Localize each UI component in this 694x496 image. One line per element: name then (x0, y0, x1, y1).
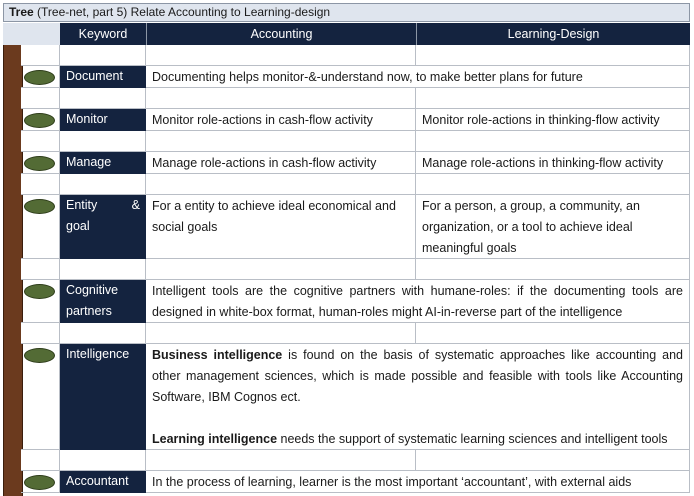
table-row-monitor (3, 109, 690, 131)
spacer-cell (21, 88, 60, 109)
business-intelligence-term: Business intelligence (152, 348, 283, 362)
spacer-cell (146, 131, 416, 152)
table-row-manage (3, 152, 690, 174)
spacer-cell (21, 45, 60, 66)
keyword-intelligence: Intelligence (60, 344, 146, 450)
intelligence-description (146, 344, 690, 450)
spacer-cell (21, 323, 60, 344)
keyword-manage: Manage (60, 152, 146, 174)
keyword-partners: partners (66, 304, 112, 318)
accountant-description: In the process of learning, learner is the most important ‘accountant’, with external aids (146, 471, 690, 493)
spacer-cell (60, 174, 146, 195)
leaf-cell (21, 66, 60, 88)
entity-goal-learning-design: For a person, a group, a community, an organization, or a tool to achieve ideal meaningful goals (416, 195, 690, 259)
leaf-cell (21, 344, 60, 450)
leaf-icon (24, 475, 55, 490)
spacer-cell (146, 88, 416, 109)
learning-intelligence-text: needs the support of systematic learning sciences and intelligent tools (277, 432, 668, 446)
monitor-learning-design: Monitor role-actions in thinking-flow activity (416, 109, 690, 131)
spacer-row (3, 323, 690, 344)
keyword-cognitive-partners (60, 280, 146, 323)
entity-goal-accounting: For a entity to achieve ideal economical and social goals (146, 195, 416, 259)
spacer-cell (146, 45, 416, 66)
business-intelligence-text: is found on the basis of systematic approaches like accounting and other management sciences, which is made possible and feasible with tools like Accounting Software, IBM Cognos ect. (152, 348, 683, 404)
table-row-accountant (3, 471, 690, 493)
spacer-cell (60, 323, 146, 344)
spacer-row (3, 450, 690, 471)
header-leaf-spacer (21, 23, 60, 45)
document-description: Documenting helps monitor-&-understand now, to make better plans for future (146, 66, 690, 88)
leaf-cell (21, 280, 60, 323)
learning-intelligence-paragraph (152, 429, 683, 450)
leaf-icon (24, 156, 55, 171)
keyword-accountant: Accountant (60, 471, 146, 493)
spacer-cell (60, 88, 146, 109)
spacer-cell (416, 259, 690, 280)
keyword-goal: goal (66, 219, 90, 233)
table-row-cognitive-partners (3, 280, 690, 323)
table-row-entity-goal (3, 195, 690, 259)
monitor-accounting: Monitor role-actions in cash-flow activity (146, 109, 416, 131)
header-learning-design: Learning-Design (416, 23, 690, 45)
spacer-cell (416, 323, 690, 344)
page-title (3, 3, 690, 22)
keyword-line (66, 195, 140, 216)
keyword-entity: Entity (66, 198, 98, 212)
leaf-cell (21, 471, 60, 493)
leaf-icon (24, 284, 55, 299)
keyword-ampersand: & (131, 198, 140, 212)
keyword-monitor: Monitor (60, 109, 146, 131)
spacer-cell (60, 259, 146, 280)
spacer-cell (416, 131, 690, 152)
manage-learning-design: Manage role-actions in thinking-flow activity (416, 152, 690, 174)
spacer-row (3, 259, 690, 280)
spacer-row (3, 174, 690, 195)
manage-accounting: Manage role-actions in cash-flow activity (146, 152, 416, 174)
title-bold: Tree (9, 5, 34, 19)
leaf-icon (24, 199, 55, 214)
leaf-icon (24, 113, 55, 128)
header-accounting: Accounting (146, 23, 416, 45)
spacer-cell (146, 323, 416, 344)
spacer-cell (146, 450, 416, 471)
spacer-cell (60, 45, 146, 66)
spacer-cell (416, 174, 690, 195)
leaf-icon (24, 70, 55, 85)
spacer-row (3, 88, 690, 109)
table-header (3, 23, 690, 45)
leaf-cell (21, 195, 60, 259)
keyword-document: Document (60, 66, 146, 88)
keyword-cognitive: Cognitive (66, 283, 119, 297)
spacer-cell (21, 450, 60, 471)
title-rest: (Tree-net, part 5) Relate Accounting to Learning-design (33, 5, 331, 19)
spacer-row (3, 45, 690, 66)
keyword-entity-goal (60, 195, 146, 259)
header-trunk-spacer (3, 23, 21, 45)
spacer-cell (21, 174, 60, 195)
spacer-cell (60, 450, 146, 471)
leaf-icon (24, 348, 55, 363)
leaf-cell (21, 109, 60, 131)
business-intelligence-paragraph (152, 345, 683, 408)
spacer-cell (21, 131, 60, 152)
table-row-document (3, 66, 690, 88)
table-row-intelligence (3, 344, 690, 450)
paragraph-gap (152, 408, 683, 429)
leaf-cell (21, 152, 60, 174)
spacer-cell (416, 450, 690, 471)
header-keyword: Keyword (60, 23, 146, 45)
spacer-cell (146, 259, 416, 280)
learning-intelligence-term: Learning intelligence (152, 432, 278, 446)
cognitive-description: Intelligent tools are the cognitive partners with humane-roles: if the documenting tools are designed in white-box format, human-roles might AI-in-reverse part of the intelligence (146, 280, 690, 323)
spacer-cell (416, 88, 690, 109)
spacer-cell (60, 131, 146, 152)
spacer-cell (416, 45, 690, 66)
spacer-row (3, 131, 690, 152)
spacer-cell (21, 259, 60, 280)
spacer-cell (146, 174, 416, 195)
